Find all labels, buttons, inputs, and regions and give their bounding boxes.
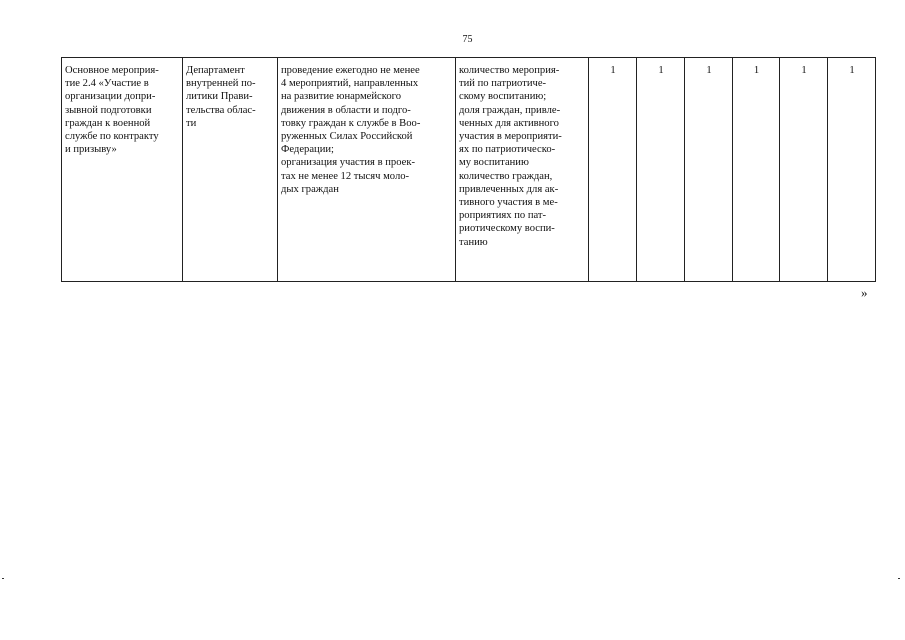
value-cell-3: 1 <box>685 58 733 282</box>
value-cell-6: 1 <box>828 58 876 282</box>
value-cell-1: 1 <box>589 58 637 282</box>
value-cell-5: 1 <box>780 58 828 282</box>
program-activities-table <box>61 57 876 282</box>
activity-content-cell: проведение ежегодно не менее 4 мероприятий, направленных на развитие юнармейского движения в области и подго- товку граждан к службе в Воо- руженных Силах Российской Федерации; организация участия в проек- тах не менее 12 тысяч моло- дых граждан <box>278 58 456 282</box>
value-cell-2: 1 <box>637 58 685 282</box>
value-cell-4: 1 <box>733 58 780 282</box>
executor-cell: Департамент внутренней по- литики Прави- тельства облас- ти <box>183 58 278 282</box>
scan-edge-mark-right <box>898 578 900 579</box>
scan-edge-mark-left <box>2 578 4 579</box>
activity-name-cell: Основное мероприя- тие 2.4 «Участие в организации допри- зывной подготовки граждан к военной службе по контракту и призыву» <box>62 58 183 282</box>
page-number: 75 <box>462 34 473 45</box>
table-row <box>62 58 876 282</box>
indicators-cell: количество мероприя- тий по патриотиче- скому воспитанию; доля граждан, привле- ченных для активного участия в мероприяти- ях по патриотическо- му воспитанию количество граждан, привлеченных для ак- тивного участия в ме- роприятиях по пат- риотическому воспи- танию <box>456 58 589 282</box>
closing-quote: » <box>861 285 868 300</box>
